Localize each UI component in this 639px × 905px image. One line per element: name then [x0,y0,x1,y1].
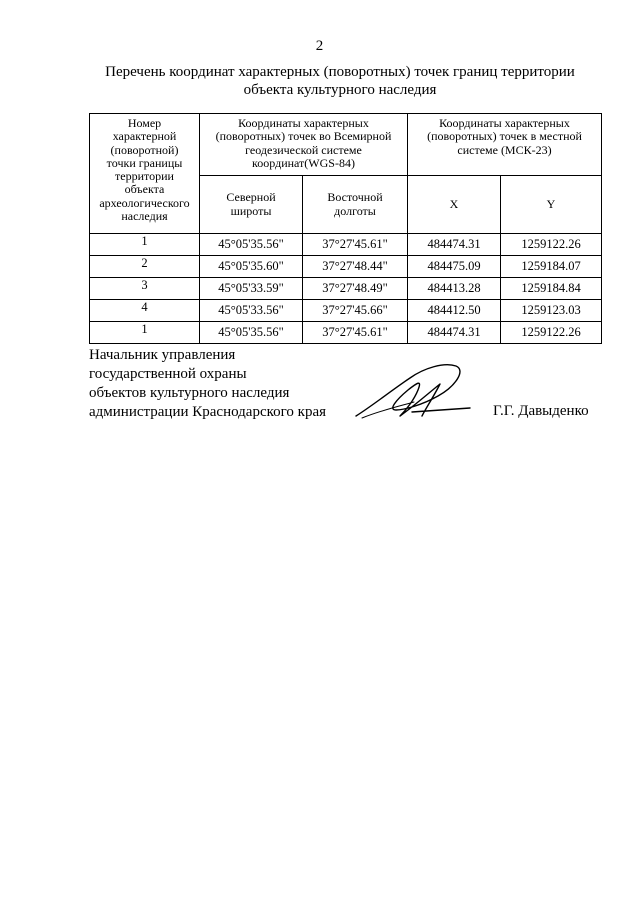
point-number: 1 [90,322,200,344]
handwritten-signature [352,360,472,422]
coordinates-table [89,113,602,344]
longitude: 37°27'45.66" [303,300,408,322]
signer-name: Г.Г. Давыденко [493,403,589,419]
header-point-number: Номер характерной (поворотной) точки границы территории объекта археологического наследия [90,114,200,234]
latitude: 45°05'35.60" [200,256,303,278]
longitude: 37°27'45.61" [303,322,408,344]
table-row [90,322,602,344]
page-number: 2 [315,38,324,54]
latitude: 45°05'35.56" [200,234,303,256]
point-number: 1 [90,234,200,256]
signer-position-line: Начальник управления [89,347,236,363]
latitude: 45°05'33.59" [200,278,303,300]
coord-y: 1259122.26 [501,234,602,256]
coord-x: 484474.31 [408,322,501,344]
coord-x: 484474.31 [408,234,501,256]
header-msk23-group: Координаты характерных (поворотных) точек в местной системе (МСК-23) [408,114,602,176]
coord-x: 484475.09 [408,256,501,278]
coord-x: 484412.50 [408,300,501,322]
header-x: X [408,176,501,234]
signer-position-line: государственной охраны [89,366,247,382]
table-row [90,278,602,300]
header-y: Y [501,176,602,234]
document-title [60,63,620,99]
longitude: 37°27'48.44" [303,256,408,278]
latitude: 45°05'33.56" [200,300,303,322]
coord-y: 1259184.84 [501,278,602,300]
longitude: 37°27'48.49" [303,278,408,300]
latitude: 45°05'35.56" [200,322,303,344]
longitude: 37°27'45.61" [303,234,408,256]
point-number: 2 [90,256,200,278]
point-number: 3 [90,278,200,300]
table-row [90,300,602,322]
header-wgs84-group: Координаты характерных (поворотных) точек во Всемирной геодезической системе координат(WGS-84) [200,114,408,176]
table-row [90,234,602,256]
header-north-latitude: Северной широты [200,176,303,234]
point-number: 4 [90,300,200,322]
coord-x: 484413.28 [408,278,501,300]
coord-y: 1259122.26 [501,322,602,344]
signer-position-line: объектов культурного наследия [89,385,290,401]
table-row [90,256,602,278]
signer-position [89,346,326,422]
title-line-1: Перечень координат характерных (поворотных) точек границ территории [105,64,575,80]
signer-position-line: администрации Краснодарского края [89,404,327,420]
coord-y: 1259184.07 [501,256,602,278]
coord-y: 1259123.03 [501,300,602,322]
header-east-longitude: Восточной долготы [303,176,408,234]
title-line-2: объекта культурного наследия [243,82,437,98]
